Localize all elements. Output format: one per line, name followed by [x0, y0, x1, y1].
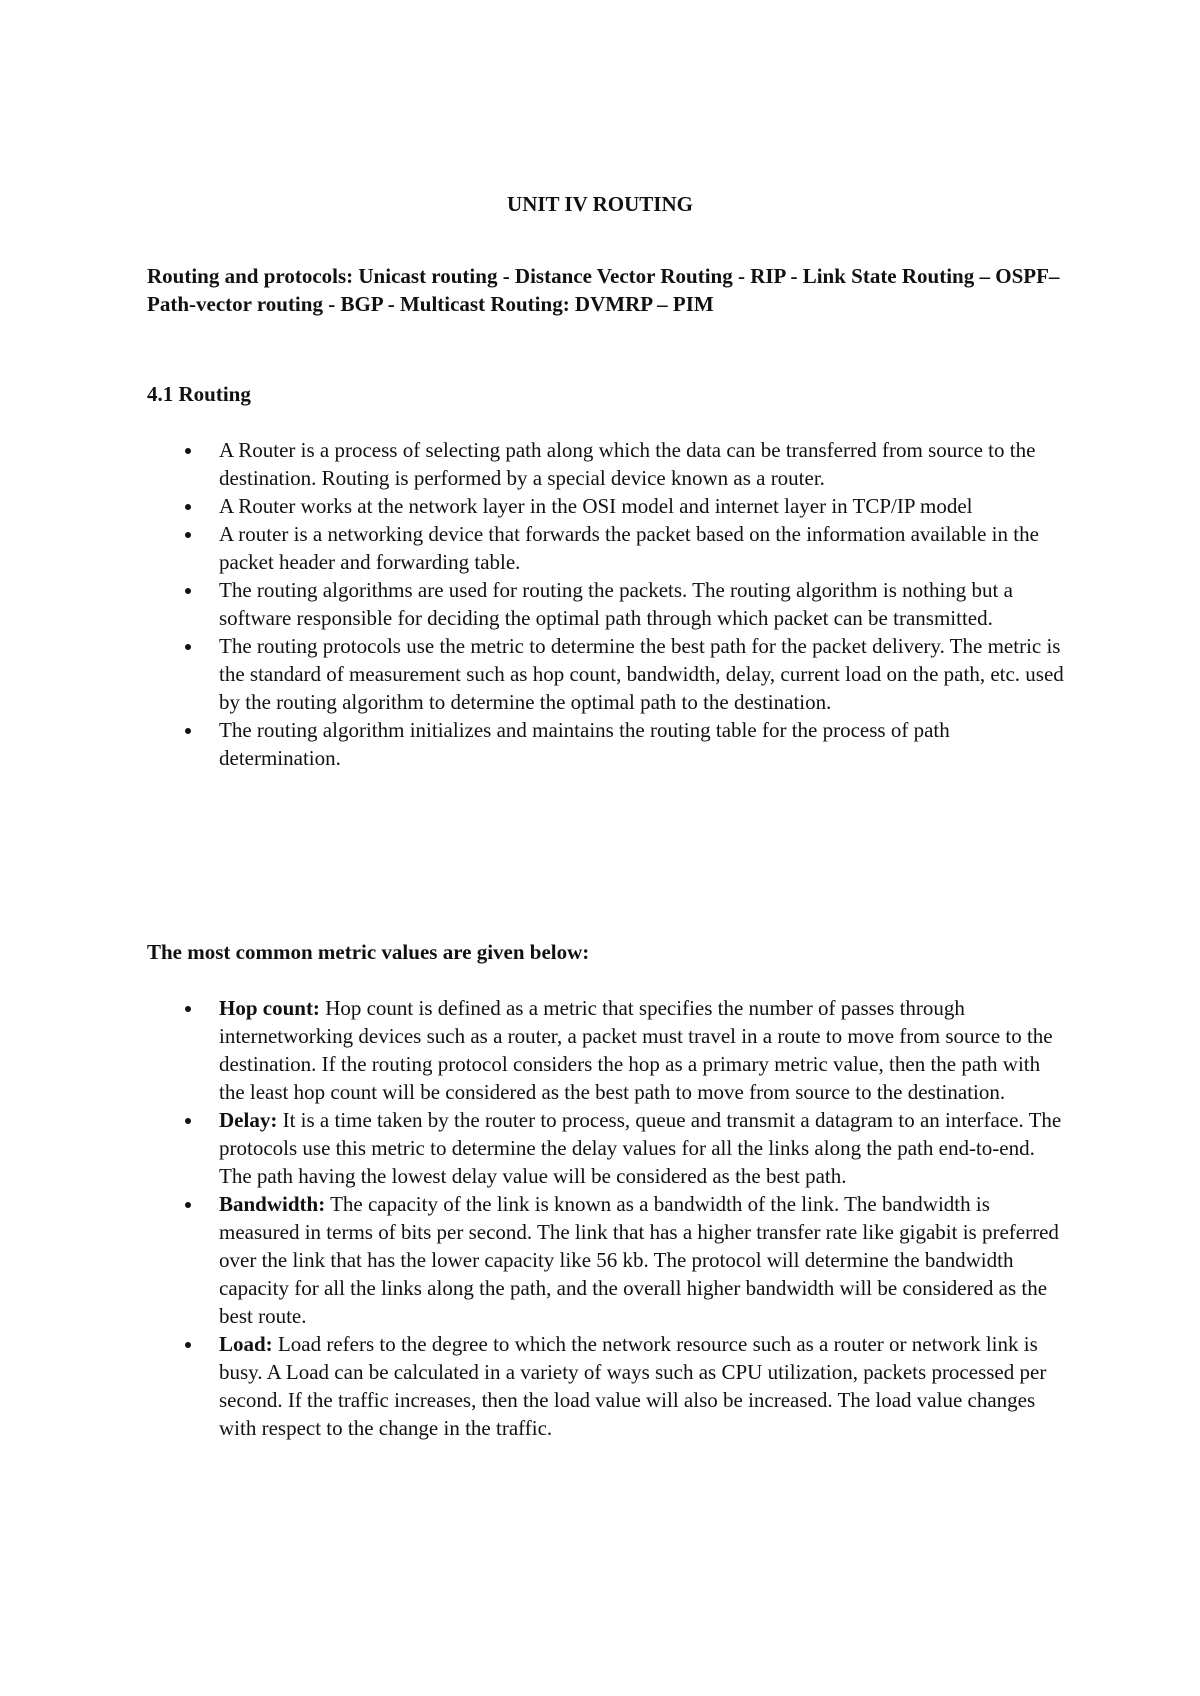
metric-description: Hop count is defined as a metric that specifies the number of passes through internetworking devices such as a router, a packet must travel in a route to move from source to the destination. If the routing protocol considers the hop as a primary metric value, then the path with the least hop count will be considered as the best path to move from source to the destination.	[219, 996, 1053, 1104]
list-item-text: A router is a networking device that forwards the packet based on the information available in the packet header and forwarding table.	[219, 522, 1039, 574]
metric-description: It is a time taken by the router to process, queue and transmit a datagram to an interface. The protocols use this metric to determine the delay values for all the links along the path end-to-end. The path having the lowest delay value will be considered as the best path.	[219, 1108, 1062, 1188]
list-item	[147, 576, 1067, 632]
syllabus-topics: Routing and protocols: Unicast routing - Distance Vector Routing - RIP - Link State Routing – OSPF– Path-vector routing - BGP - Multicast Routing: DVMRP – PIM	[147, 264, 1060, 316]
page-title: UNIT IV ROUTING	[507, 192, 693, 216]
list-item-text: The routing algorithms are used for routing the packets. The routing algorithm is nothing but a software responsible for deciding the optimal path through which packet can be transmitted.	[219, 578, 1013, 630]
bullet-icon	[185, 1202, 191, 1208]
list-item-text: A Router works at the network layer in the OSI model and internet layer in TCP/IP model	[219, 494, 973, 518]
bullet-icon	[185, 504, 191, 510]
list-item-text: The routing protocols use the metric to determine the best path for the packet delivery. The metric is the standard of measurement such as hop count, bandwidth, delay, current load on the path, etc. used by the routing algorithm to determine the optimal path to the destination.	[219, 634, 1064, 714]
list-item	[147, 1330, 1067, 1442]
list-item	[147, 994, 1067, 1106]
list-item	[147, 632, 1067, 716]
bullet-icon	[185, 728, 191, 734]
metric-term-hop-count: Hop count:	[219, 996, 320, 1020]
bullet-icon	[185, 1118, 191, 1124]
bullet-icon	[185, 532, 191, 538]
bullet-icon	[185, 1006, 191, 1012]
list-item	[147, 436, 1067, 492]
metric-term-bandwidth: Bandwidth:	[219, 1192, 326, 1216]
section-heading-metrics: The most common metric values are given below:	[147, 940, 590, 964]
routing-bullet-list	[147, 436, 1067, 772]
metrics-bullet-list	[147, 994, 1067, 1442]
list-item	[147, 716, 1067, 772]
list-item	[147, 1106, 1067, 1190]
metric-term-load: Load:	[219, 1332, 273, 1356]
metric-description: The capacity of the link is known as a bandwidth of the link. The bandwidth is measured in terms of bits per second. The link that has a higher transfer rate like gigabit is preferred over the link that has the lower capacity like 56 kb. The protocol will determine the bandwidth capacity for all the links along the path, and the overall higher bandwidth will be considered as the best route.	[219, 1192, 1059, 1328]
metric-description: Load refers to the degree to which the network resource such as a router or network link is busy. A Load can be calculated in a variety of ways such as CPU utilization, packets processed per second. If the traffic increases, then the load value will also be increased. The load value changes with respect to the change in the traffic.	[219, 1332, 1047, 1440]
list-item-text: The routing algorithm initializes and maintains the routing table for the process of path determination.	[219, 718, 950, 770]
list-item	[147, 1190, 1067, 1330]
list-item-text: A Router is a process of selecting path along which the data can be transferred from source to the destination. Routing is performed by a special device known as a router.	[219, 438, 1036, 490]
section-heading-routing: 4.1 Routing	[147, 382, 251, 406]
bullet-icon	[185, 1342, 191, 1348]
list-item	[147, 492, 1067, 520]
bullet-icon	[185, 588, 191, 594]
metric-term-delay: Delay:	[219, 1108, 278, 1132]
bullet-icon	[185, 644, 191, 650]
bullet-icon	[185, 448, 191, 454]
list-item	[147, 520, 1067, 576]
